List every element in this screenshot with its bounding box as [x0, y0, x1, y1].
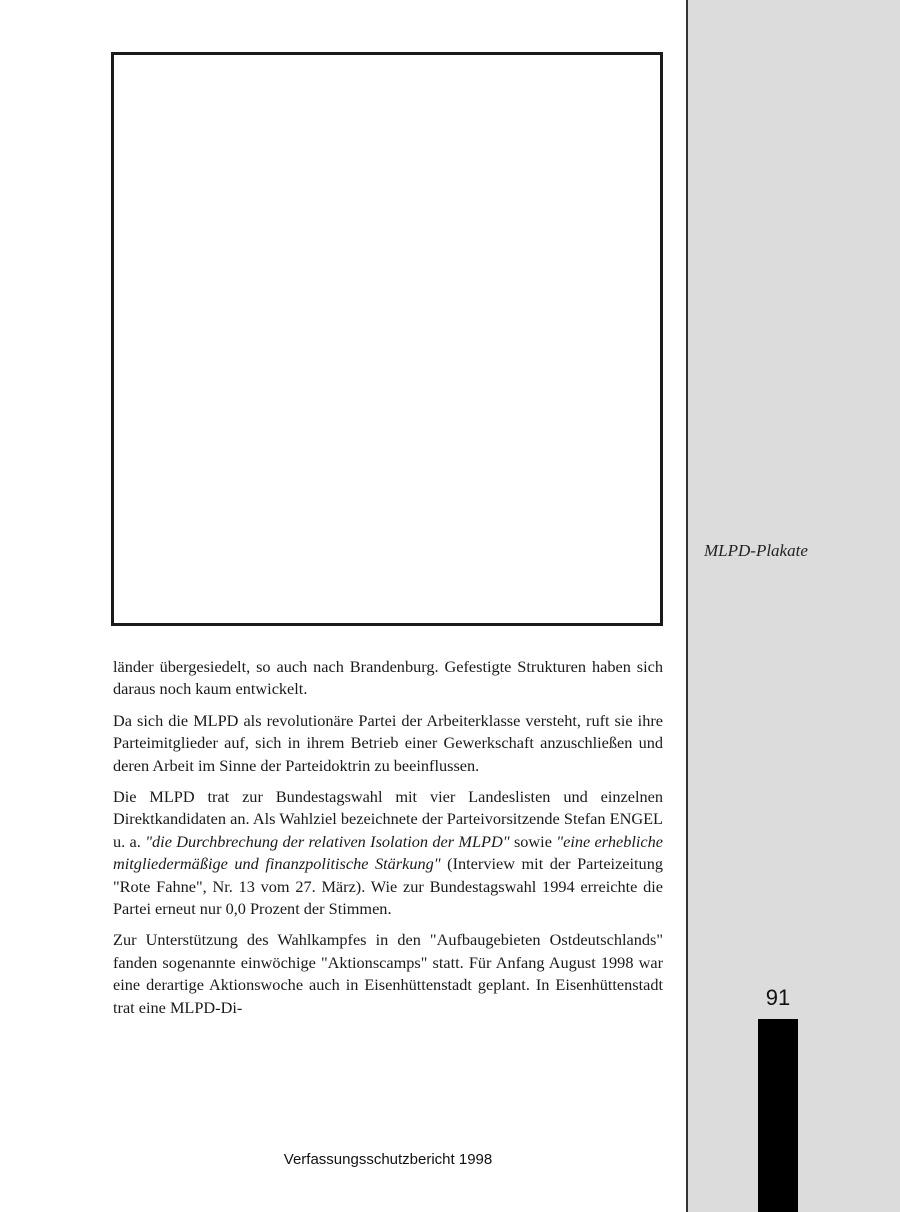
paragraph: Zur Unterstützung des Wahlkampfes in den "Aufbaugebieten Ostdeutschlands" fanden sogenannte einwöchige "Aktionscamps" statt. Für Anfang August 1998 war eine derartige Aktionswoche auch in Eisenhüttenstadt geplant. In Eisenhüttenstadt trat eine MLPD-Di- [113, 930, 663, 1017]
paragraph: Da sich die MLPD als revolutionäre Partei der Arbeiterklasse versteht, ruft sie ihre Parteimitglieder auf, sich in ihrem Betrieb einer Gewerkschaft anzuschließen und deren Arbeit im Sinne der Parteidoktrin zu beeinflussen. [113, 710, 663, 775]
text-run: sowie [513, 831, 552, 851]
text-run: (Interview mit der Parteizeitung "Rote Fahne", Nr. 13 vom 27. März). Wie zur Bundestagswahl 1994 erreichte die Partei erneut nur 0,0 Prozent der Stimmen. [113, 854, 663, 919]
body-text [113, 656, 663, 1028]
poster-image-placeholder [111, 52, 663, 626]
page-number: 91 [765, 985, 791, 1010]
paragraph: länder übergesiedelt, so auch nach Brandenburg. Gefestigte Strukturen haben sich daraus noch kaum entwickelt. [113, 657, 663, 699]
quote: "die Durchbrechung der relativen Isolation der MLPD" [145, 831, 510, 851]
quote: "eine erhebliche mitgliedermäßige und finanzpolitische Stärkung" [113, 831, 663, 874]
paragraph [113, 786, 663, 920]
page-footer: Verfassungsschutzbericht 1998 [283, 1151, 493, 1168]
chapter-thumb-marker [758, 1019, 798, 1212]
text-run: Die MLPD trat zur Bundestagswahl mit vier Landeslisten und einzelnen Direktkandidaten an. Als Wahlziel bezeichnete der Parteivorsitzende Stefan ENGEL u. a. [113, 787, 663, 851]
image-caption: MLPD-Plakate [704, 541, 808, 560]
